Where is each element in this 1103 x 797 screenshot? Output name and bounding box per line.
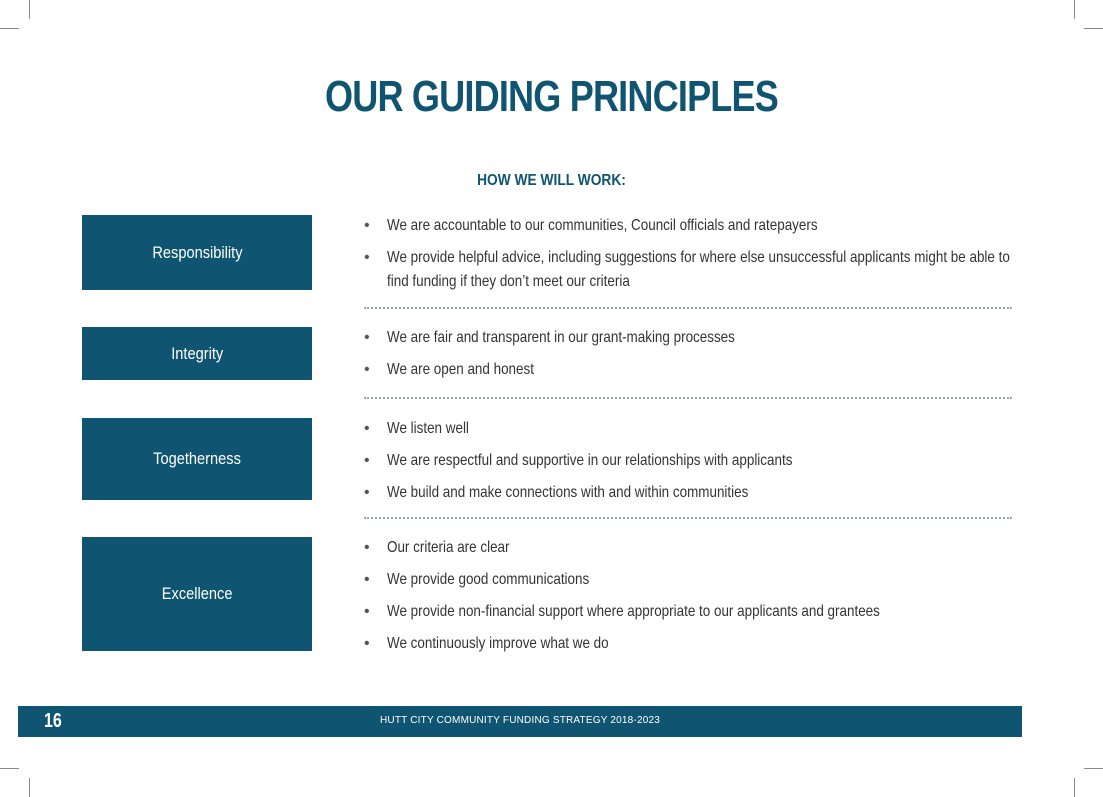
principle-bullets-togetherness: [362, 417, 1022, 513]
list-item: • We are accountable to our communities, Council officials and ratepayers: [362, 214, 1022, 238]
principle-box-responsibility: [82, 215, 312, 290]
crop-mark: [1074, 778, 1075, 797]
principle-box-excellence: [82, 537, 312, 651]
list-item: • We provide non-financial support where appropriate to our applicants and grantees: [362, 600, 1022, 624]
crop-mark: [0, 768, 19, 769]
list-item: • We are open and honest: [362, 358, 1022, 382]
principle-label: Integrity: [170, 343, 224, 363]
page-number: 16: [44, 710, 62, 732]
list-item: • We provide good communications: [362, 568, 1022, 592]
list-item: • We are fair and transparent in our grant-making processes: [362, 326, 1022, 350]
list-item: • We build and make connections with and within communities: [362, 481, 1022, 505]
footer-bar: [18, 706, 1022, 737]
crop-mark: [0, 28, 19, 29]
principle-bullets-responsibility: [362, 214, 1022, 302]
dotted-separator: [364, 307, 1012, 309]
crop-mark: [29, 778, 30, 797]
principle-bullets-integrity: [362, 326, 1022, 390]
list-item: • We continuously improve what we do: [362, 632, 1022, 656]
footer-document-title: HUTT CITY COMMUNITY FUNDING STRATEGY 2018-2023: [380, 715, 660, 726]
list-item: • Our criteria are clear: [362, 536, 1022, 560]
crop-mark: [1074, 0, 1075, 19]
principle-label: Togetherness: [153, 449, 241, 468]
list-item: • We are respectful and supportive in our relationships with applicants: [362, 449, 1022, 473]
principle-box-integrity: [82, 327, 312, 380]
dotted-separator: [364, 517, 1012, 519]
list-item: • We provide helpful advice, including suggestions for where else unsuccessful applicants might be able to find funding if they don’t meet our criteria: [362, 246, 1022, 294]
section-subtitle: HOW WE WILL WORK:: [477, 172, 626, 189]
principle-label: Responsibility: [151, 242, 243, 262]
dotted-separator: [364, 397, 1012, 399]
crop-mark: [29, 0, 30, 19]
page-title: OUR GUIDING PRINCIPLES: [324, 72, 779, 121]
principle-bullets-excellence: [362, 536, 1022, 664]
principle-label: Excellence: [161, 584, 233, 603]
principle-box-togetherness: [82, 418, 312, 500]
crop-mark: [1084, 768, 1103, 769]
crop-mark: [1084, 28, 1103, 29]
list-item: • We listen well: [362, 417, 1022, 441]
